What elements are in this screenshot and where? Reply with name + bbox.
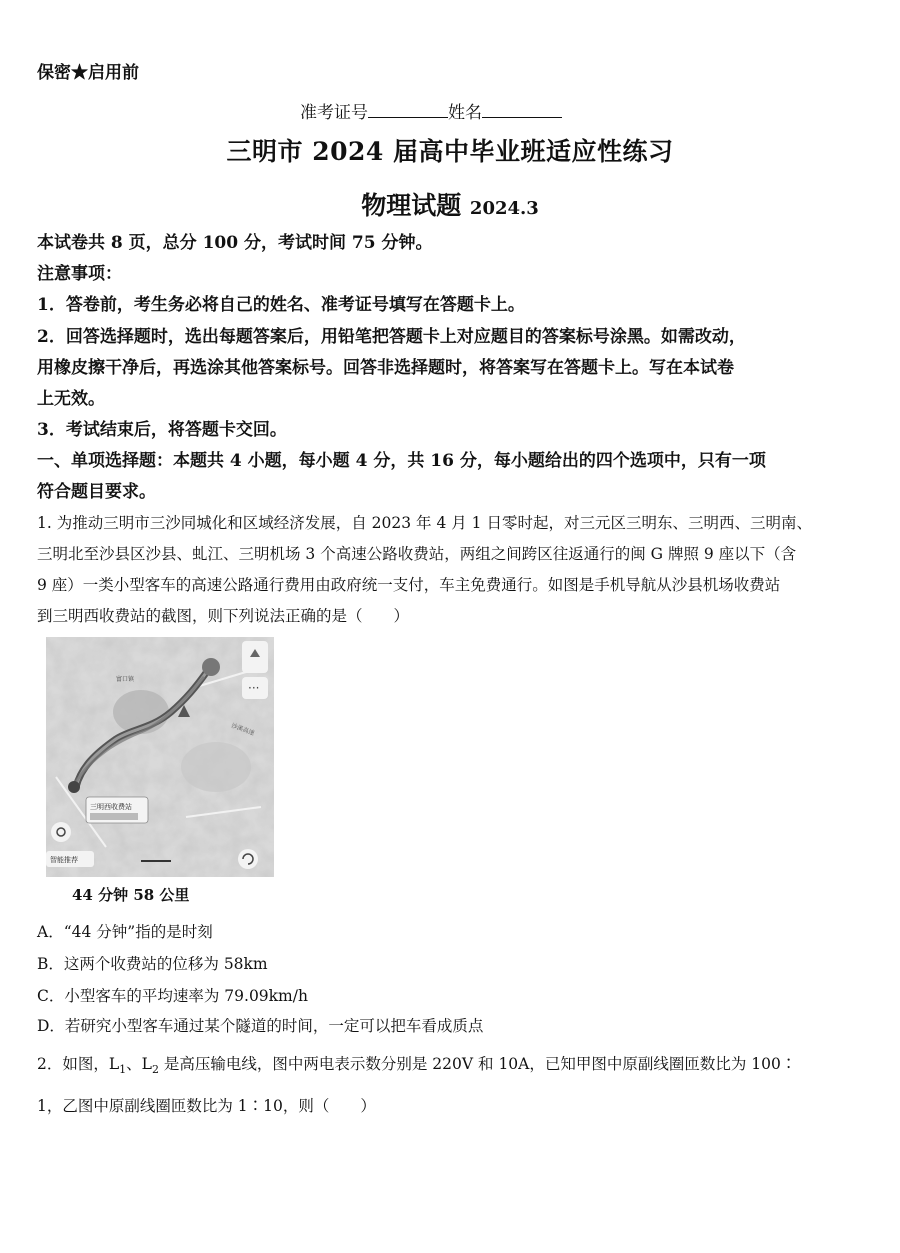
q2-text-part: 是高压输电线，图中两电表示数分别是 220V 和 10A，已知甲图中原副线圈匝数比为 100∶ <box>158 1055 797 1073</box>
q1-text: 9 座）一类小型客车的高速公路通行费用由政府统一支付，车主免费通行。如图是手机导航从沙县机场收费站 <box>37 576 781 594</box>
q1-option-b: B．这两个收费站的位移为 58km <box>37 955 268 973</box>
exam-date: 2024.3 <box>469 198 539 219</box>
q1-text: 1. 为推动三明市三沙同城化和区域经济发展，自 2023 年 4 月 1 日零时起，对三元区三明东、三明西、三明南、 <box>37 514 812 532</box>
station-sublabel <box>90 813 138 820</box>
name-label: 姓名 <box>448 103 482 123</box>
q2-text: 1，乙图中原副线圈匝数比为 1∶10，则（ ） <box>37 1097 376 1115</box>
end-marker <box>68 781 80 793</box>
terrain-shade <box>181 742 251 792</box>
notice-item: 2．回答选择题时，选出每题答案后，用铅笔把答题卡上对应题目的答案标号涂黑。如需改动， <box>37 327 746 347</box>
subject-name: 物理试题 <box>361 191 462 220</box>
q1-option-c: C．小型客车的平均速率为 79.09km/h <box>37 987 308 1005</box>
q1-text: 三明北至沙县区沙县、虬江、三明机场 3 个高速公路收费站，两组之间跨区往返通行的闽 G 牌照 9 座以下（含 <box>37 545 797 563</box>
q1-text: 到三明西收费站的截图，则下列说法正确的是（ ） <box>37 607 410 625</box>
exam-title: 三明市 2024 届高中毕业班适应性练习 <box>226 137 674 166</box>
subject-title <box>0 186 900 222</box>
q2-text-part: 、L <box>126 1055 152 1073</box>
section-heading: 一、单项选择题：本题共 4 小题，每小题 4 分，共 16 分，每小题给出的四个选项中，只有一项 <box>37 451 766 471</box>
notice-item: 1．答卷前，考生务必将自己的姓名、准考证号填写在答题卡上。 <box>37 295 525 315</box>
candidate-info-line <box>300 98 562 123</box>
refresh-button[interactable] <box>238 849 258 869</box>
notice-item: 用橡皮擦干净后，再选涂其他答案标号。回答非选择题时，将答案写在答题卡上。写在本试卷 <box>37 358 734 378</box>
q1-option-d: D．若研究小型客车通过某个隧道的时间，一定可以把车看成质点 <box>37 1017 484 1035</box>
scale-bar <box>141 860 171 862</box>
exam-id-label: 准考证号 <box>300 103 368 123</box>
notice-item: 上无效。 <box>37 389 105 409</box>
notice-item: 3．考试结束后，将答题卡交回。 <box>37 420 287 440</box>
road-label: 沙溪高速 <box>230 722 256 738</box>
q2-text-part: 2．如图，L <box>37 1055 120 1073</box>
exam-id-blank <box>368 101 448 118</box>
locate-button[interactable] <box>51 822 71 842</box>
place-label: 富口镇 <box>116 676 135 683</box>
notice-heading: 注意事项： <box>37 264 122 284</box>
smart-recommend-label: 智能推荐 <box>50 856 78 864</box>
name-blank <box>482 101 562 118</box>
start-marker <box>202 658 220 676</box>
q1-option-a: A．“44 分钟”指的是时刻 <box>37 923 213 941</box>
q2-subscript: 2 <box>151 1063 159 1077</box>
q2-text <box>37 1052 796 1076</box>
section-heading-cont: 符合题目要求。 <box>37 482 156 502</box>
station-label: 三明西收费站 <box>90 803 132 811</box>
exam-info: 本试卷共 8 页，总分 100 分，考试时间 75 分钟。 <box>37 233 433 253</box>
q2-subscript: 1 <box>119 1063 127 1077</box>
navigation-map <box>46 637 274 877</box>
map-caption: 44 分钟 58 公里 <box>72 886 190 904</box>
secret-label: 保密★启用前 <box>37 63 139 83</box>
more-icon: ··· <box>248 681 260 695</box>
